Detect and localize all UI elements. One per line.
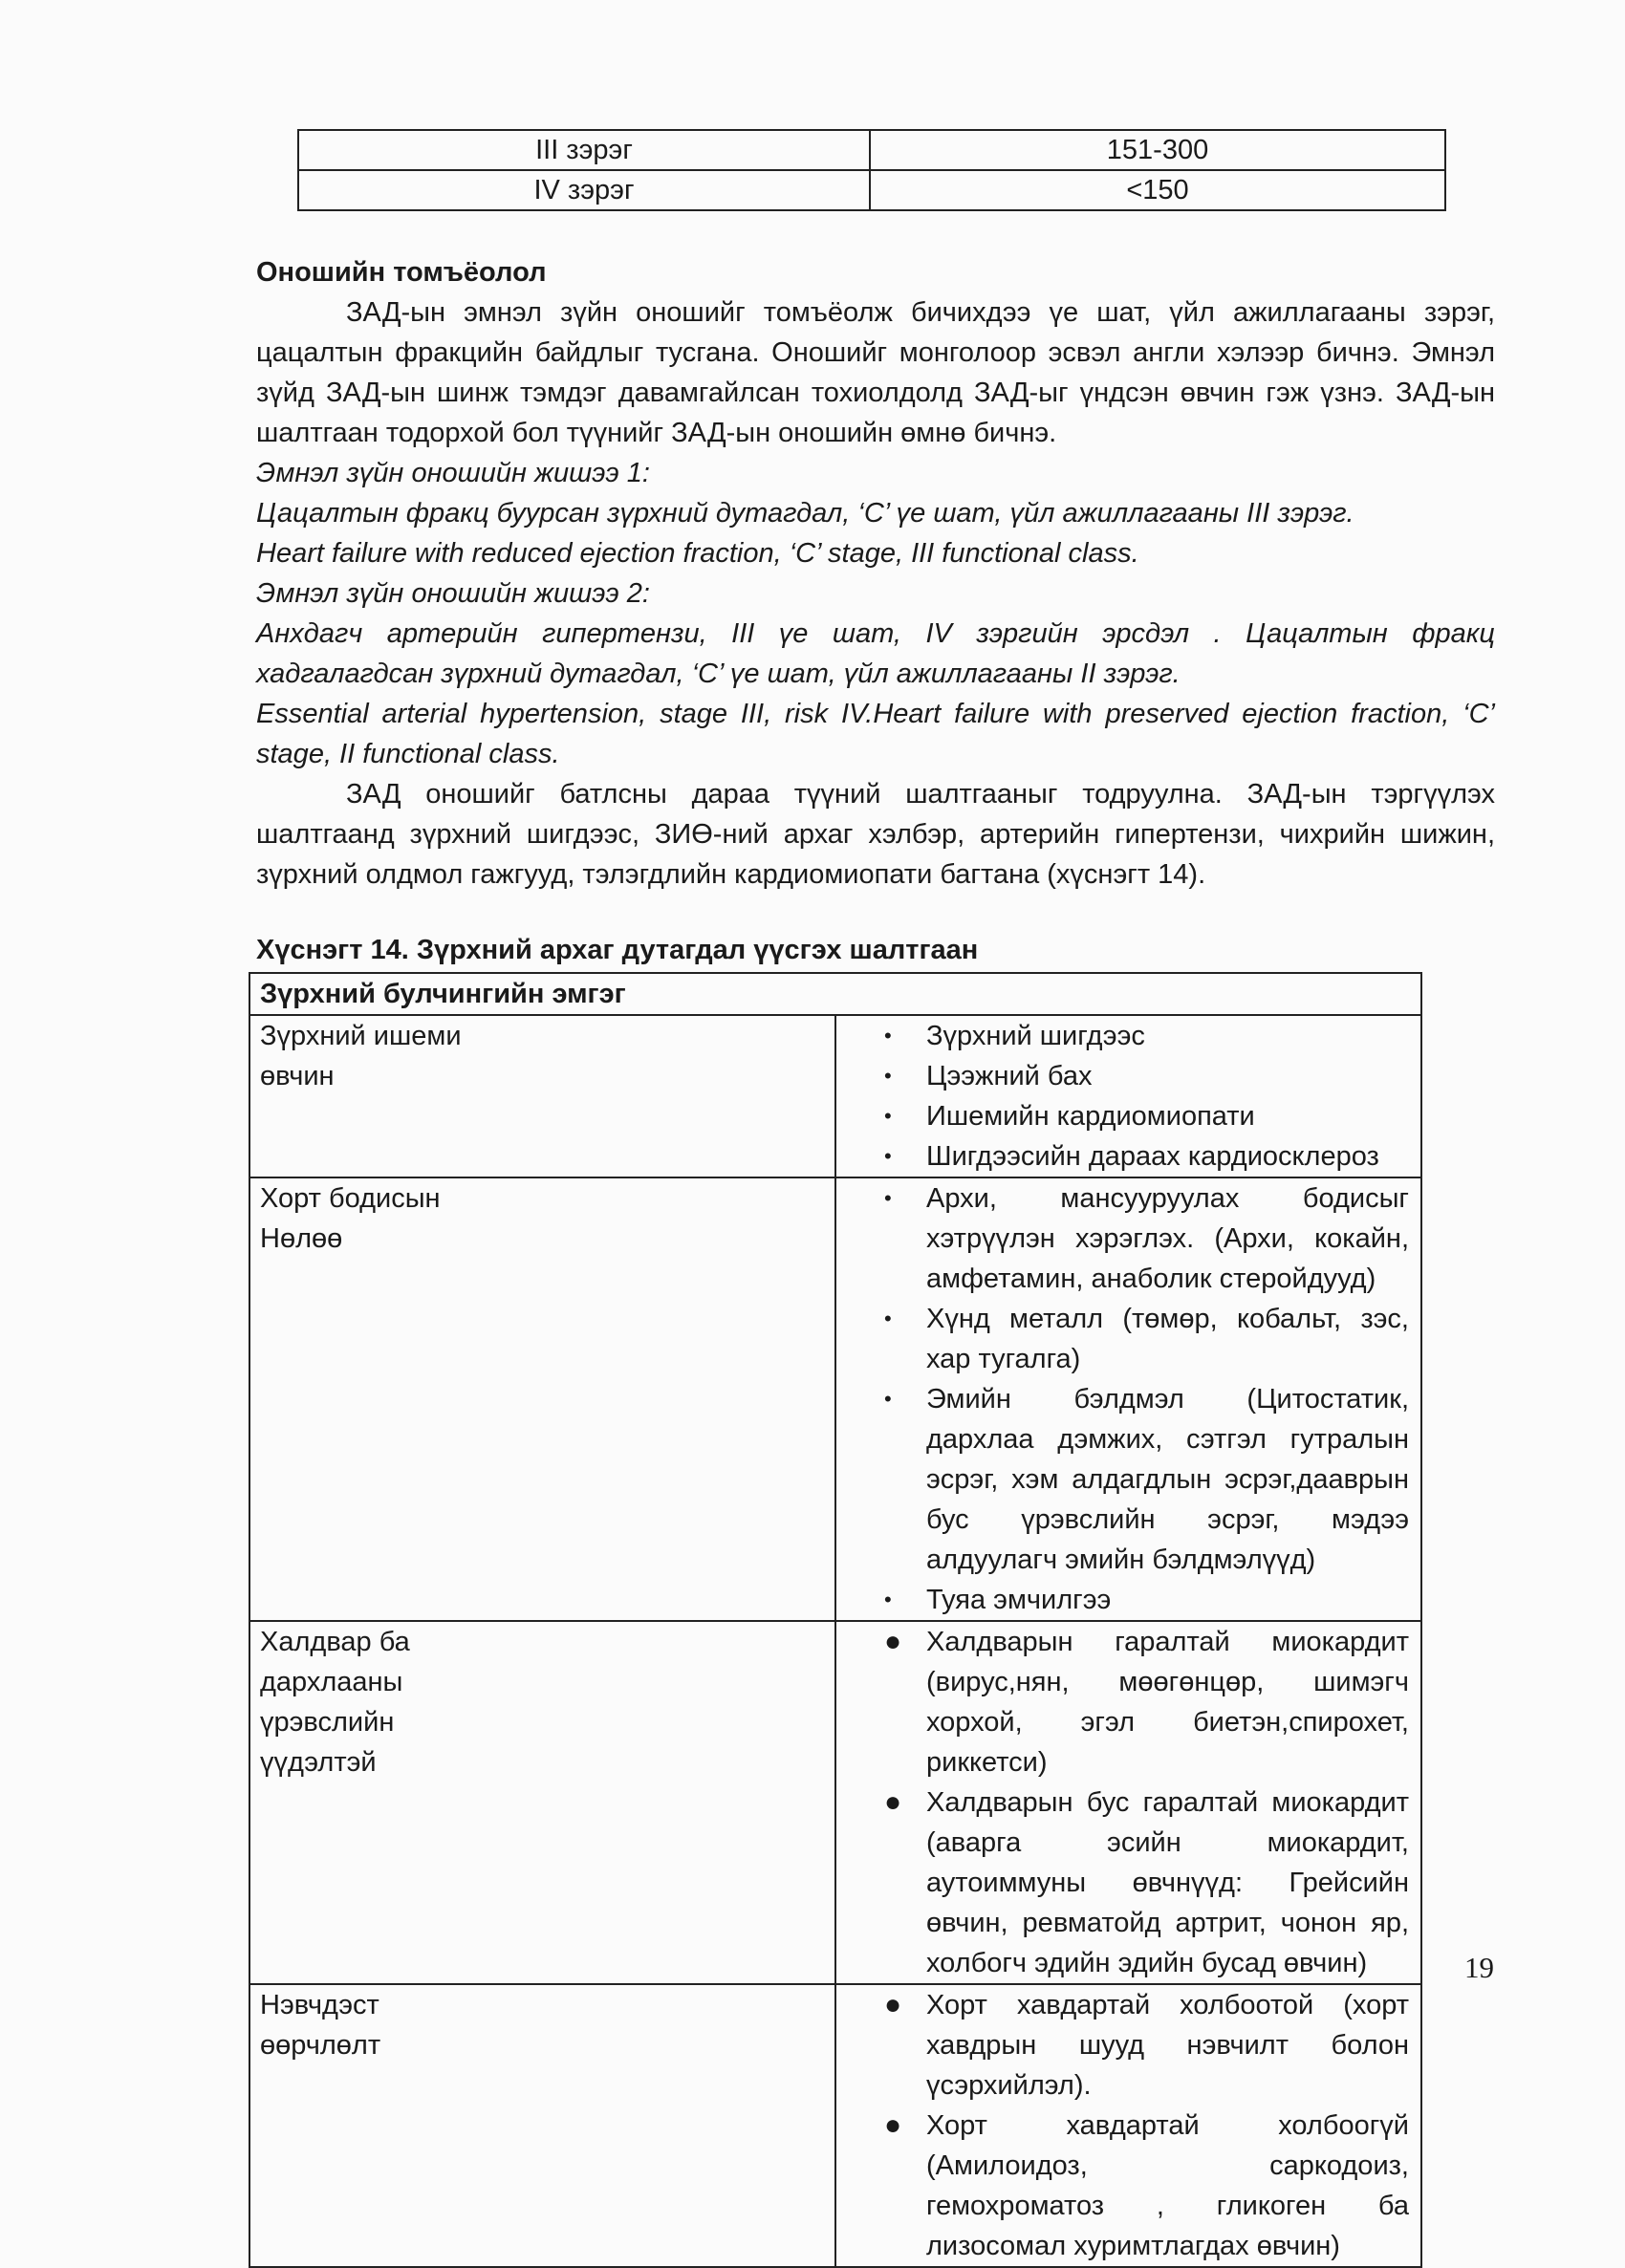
list-item: • Шигдээсийн дараах кардиосклероз	[836, 1136, 1409, 1177]
cause-list	[836, 1985, 1409, 2266]
list-item: ● Халдварын гаралтай миокардит (вирус,нян, мөөгөнцөр, шимэгч хорхой, эгэл биетэн,спирохет, риккетси)	[836, 1622, 1409, 1782]
table-row	[249, 1621, 1421, 1984]
cause-list	[836, 1622, 1409, 1983]
bullet-icon: ●	[884, 1626, 902, 1657]
bullet-icon: •	[884, 1186, 892, 1210]
table-row	[249, 1015, 1421, 1177]
list-item: ● Хорт хавдартай холбоотой (хорт хавдрын шууд нэвчилт болон үсэрхийлэл).	[836, 1985, 1409, 2106]
example1-english: Heart failure with reduced ejection fraction, ‘C’ stage, III functional class.	[256, 538, 1139, 569]
list-item: • Цээжний бах	[836, 1056, 1409, 1096]
category-label: Зүрхний ишеми өвчин	[260, 1021, 462, 1091]
table-row	[298, 170, 1445, 210]
bullet-icon: ●	[884, 1786, 902, 1818]
category-cell	[249, 1984, 835, 2267]
category-label: Нэвчдэст өөрчлөлт	[260, 1990, 381, 2061]
cause-list	[836, 1016, 1409, 1177]
example2-mongolian: Анхдагч артерийн гипертензи, III үе шат, IV зэргийн эрсдэл . Цацалтын фракц хадгалагдсан зүрхний дутагдал, ‘C’ үе шат, үйл ажиллагааны II зэрэг.	[256, 618, 1495, 689]
category-label: Халдвар ба дархлааны үрэвслийн үүдэлтэй	[260, 1627, 410, 1778]
category-cell	[249, 1177, 835, 1621]
page-number: 19	[1464, 1951, 1494, 1984]
bullet-icon: •	[884, 1588, 892, 1611]
bullet-icon: •	[884, 1387, 892, 1411]
table-row	[298, 130, 1445, 170]
paragraph-causes: ЗАД оношийг батлсны дараа түүний шалтгааныг тодруулна. ЗАД-ын тэргүүлэх шалтгаанд зүрхний шигдээс, ЗИӨ-ний архаг хэлбэр, артерийн гипертензи, чихрийн шижин, зүрхний олдмол гажгууд, тэлэгдлийн кардиомиопати багтана (хүснэгт 14).	[256, 779, 1495, 890]
list-item: • Хүнд металл (төмөр, кобальт, зэс, хар тугалга)	[836, 1299, 1409, 1379]
paragraph-diagnosis-formulation: ЗАД-ын эмнэл зүйн оношийг томъёолж бичихдээ үе шат, үйл ажиллагааны зэрэг, цацалтын фракцийн байдлыг тусгана. Оношийг монголоор эсвэл англи хэлээр бичнэ. Эмнэл зүйд ЗАД-ын шинж тэмдэг давамгайлсан тохиолдолд ЗАД-ыг үндсэн өвчин гэж үзнэ. ЗАД-ын шалтгаан тодорхой бол түүнийг ЗАД-ын оношийн өмнө бичнэ.	[256, 297, 1495, 448]
example1-label: Эмнэл зүйн оношийн жишээ 1:	[256, 458, 650, 488]
list-item: • Архи, мансууруулах бодисыг хэтрүүлэн хэрэглэх. (Архи, кокайн, амфетамин, анаболик стеройдууд)	[836, 1178, 1409, 1299]
list-item: • Зүрхний шигдээс	[836, 1016, 1409, 1056]
items-cell	[835, 1984, 1421, 2267]
table-header: Зүрхний булчингийн эмгэг	[249, 973, 1421, 1015]
list-item: ● Халдварын бус гаралтай миокардит (аварга эсийн миокардит, аутоиммуны өвчнүүд: Грейсийн өвчин, ревматойд артрит, чонон яр, холбогч эдийн эдийн бусад өвчин)	[836, 1782, 1409, 1983]
section-heading: Оношийн томъёолол	[256, 257, 547, 288]
bullet-icon: •	[884, 1144, 892, 1168]
grade-cell: IV зэрэг	[298, 170, 870, 210]
list-item: • Туяа эмчилгээ	[836, 1580, 1409, 1620]
cause-list	[836, 1178, 1409, 1620]
category-cell	[249, 1621, 835, 1984]
bullet-icon: ●	[884, 1989, 902, 2020]
grade-cell: III зэрэг	[298, 130, 870, 170]
value-cell: 151-300	[870, 130, 1445, 170]
value-cell: <150	[870, 170, 1445, 210]
list-item: ● Хорт хавдартай холбоогүй (Амилоидоз, саркодоиз, гемохроматоз , гликоген ба лизосомал хуримтлагдах өвчин)	[836, 2106, 1409, 2266]
example1-mongolian: Цацалтын фракц буурсан зүрхний дутагдал, ‘C’ үе шат, үйл ажиллагааны III зэрэг.	[256, 498, 1354, 529]
items-cell	[835, 1015, 1421, 1177]
causes-table	[249, 972, 1422, 2268]
items-cell	[835, 1177, 1421, 1621]
bullet-icon: •	[884, 1024, 892, 1048]
list-item: • Ишемийн кардиомиопати	[836, 1096, 1409, 1136]
bullet-icon: •	[884, 1064, 892, 1088]
example2-english: Essential arterial hypertension, stage III, risk IV.Heart failure with preserved ejection fraction, ‘C’ stage, II functional class.	[256, 699, 1495, 769]
bullet-icon: ●	[884, 2109, 902, 2141]
bullet-icon: •	[884, 1307, 892, 1330]
category-label: Хорт бодисын Нөлөө	[260, 1183, 441, 1254]
table-row	[249, 1984, 1421, 2267]
grade-table	[297, 129, 1446, 211]
items-cell	[835, 1621, 1421, 1984]
bullet-icon: •	[884, 1104, 892, 1128]
table-caption: Хүснэгт 14. Зүрхний архаг дутагдал үүсгэх шалтгаан	[256, 935, 979, 965]
table-header-row	[249, 973, 1421, 1015]
category-cell	[249, 1015, 835, 1177]
diagnosis-examples	[256, 453, 1495, 774]
example2-label: Эмнэл зүйн оношийн жишээ 2:	[256, 578, 650, 609]
list-item: • Эмийн бэлдмэл (Цитостатик, дархлаа дэмжих, сэтгэл гутралын эсрэг, хэм алдагдлын эсрэг,дааврын бус үрэвслийн эсрэг, мэдээ алдуулагч эмийн бэлдмэлүүд)	[836, 1379, 1409, 1580]
table-row	[249, 1177, 1421, 1621]
